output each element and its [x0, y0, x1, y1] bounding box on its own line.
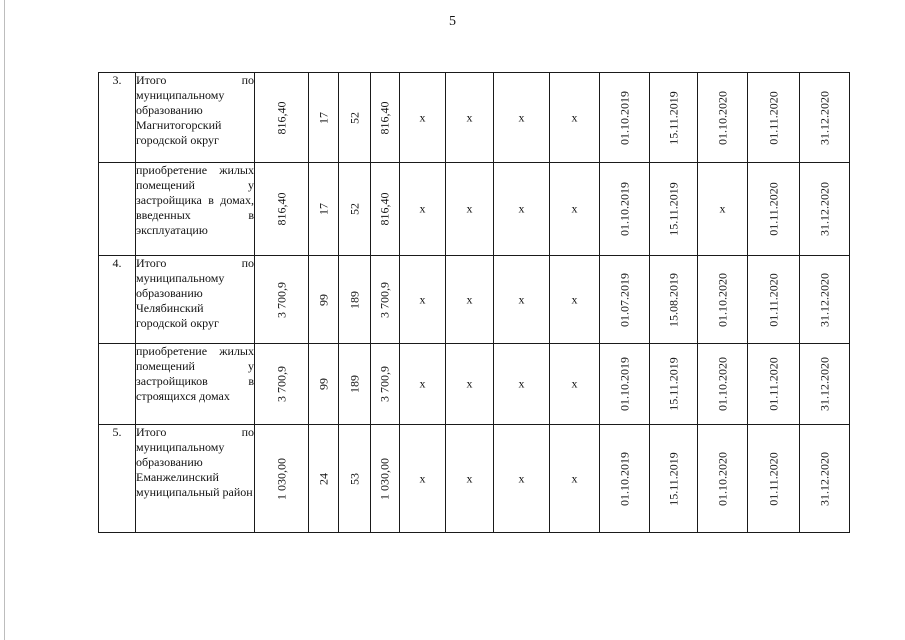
row-name-cell: Итого по муниципальному образованию Еманжелинский муниципальный район — [136, 425, 255, 533]
table-cell — [339, 256, 371, 344]
table-cell — [600, 256, 650, 344]
table-cell — [698, 73, 748, 163]
data-table — [98, 72, 850, 533]
cell-value: 01.10.2020 — [715, 90, 729, 145]
table-cell — [400, 425, 446, 533]
table-cell — [446, 256, 494, 344]
cell-value: 816,40 — [274, 101, 288, 134]
cell-value: 01.10.2020 — [715, 451, 729, 506]
table-cell — [800, 425, 850, 533]
table-cell — [698, 425, 748, 533]
cell-value: 3 700,9 — [274, 366, 288, 402]
table-cell — [446, 344, 494, 425]
cell-value: x — [466, 292, 473, 306]
cell-value: 01.10.2019 — [617, 451, 631, 506]
table-cell — [600, 344, 650, 425]
table-cell — [255, 163, 309, 256]
table-cell — [255, 344, 309, 425]
table-cell — [446, 163, 494, 256]
table-cell — [800, 344, 850, 425]
table-cell — [446, 73, 494, 163]
table-cell — [494, 344, 550, 425]
table-cell — [400, 163, 446, 256]
table-cell — [371, 163, 400, 256]
table-cell — [371, 256, 400, 344]
cell-value: 24 — [316, 472, 330, 485]
table-cell — [550, 344, 600, 425]
table-cell — [371, 425, 400, 533]
cell-value: 52 — [347, 111, 361, 124]
row-name-cell: Итого по муниципальному образованию Магнитогорский городской округ — [136, 73, 255, 163]
page-left-edge — [4, 0, 5, 640]
row-number-cell — [99, 344, 136, 425]
table-row — [99, 73, 850, 163]
cell-value: 31.12.2020 — [817, 90, 831, 145]
cell-value: 17 — [316, 111, 330, 124]
cell-value: x — [719, 201, 726, 216]
cell-value: x — [419, 471, 426, 485]
cell-value: 01.10.2019 — [617, 90, 631, 145]
table-cell — [494, 73, 550, 163]
table-cell — [339, 344, 371, 425]
cell-value: 01.10.2020 — [715, 272, 729, 327]
table-cell — [494, 256, 550, 344]
cell-value: x — [466, 376, 473, 391]
row-number-cell: 4. — [99, 256, 136, 344]
table-cell — [650, 256, 698, 344]
table-cell — [309, 163, 339, 256]
cell-value: 816,40 — [274, 192, 288, 226]
table-cell — [748, 73, 800, 163]
cell-value: 31.12.2020 — [817, 451, 831, 506]
table-cell — [650, 163, 698, 256]
table-row — [99, 344, 850, 425]
cell-value: x — [518, 110, 525, 124]
cell-value: 17 — [316, 203, 330, 215]
cell-value: x — [518, 471, 525, 485]
cell-value: 15.08.2019 — [666, 272, 680, 327]
table-cell — [800, 163, 850, 256]
cell-value: x — [466, 201, 473, 216]
cell-value: x — [571, 292, 578, 306]
row-name-cell: приобретение жилых помещений у застройщика в домах, введенных в эксплуатацию — [136, 163, 255, 256]
cell-value: 01.07.2019 — [617, 272, 631, 327]
cell-value: x — [466, 110, 473, 124]
table-row — [99, 163, 850, 256]
cell-value: 816,40 — [377, 101, 392, 134]
table-cell — [339, 163, 371, 256]
row-number-cell — [99, 163, 136, 256]
cell-value: x — [419, 110, 426, 124]
cell-value: 31.12.2020 — [817, 357, 831, 411]
table-cell — [698, 344, 748, 425]
cell-value: 01.10.2020 — [715, 357, 729, 411]
cell-value: 31.12.2020 — [817, 182, 831, 236]
table-cell — [309, 73, 339, 163]
table-cell — [748, 163, 800, 256]
cell-value: 52 — [347, 203, 361, 215]
cell-value: 01.10.2019 — [617, 357, 631, 411]
table-cell — [339, 425, 371, 533]
row-name-cell: приобретение жилых помещений у застройщиков в строящихся домах — [136, 344, 255, 425]
row-number-cell: 5. — [99, 425, 136, 533]
cell-value: 3 700,9 — [377, 281, 392, 318]
cell-value: 31.12.2020 — [817, 272, 831, 327]
row-name-cell: Итого по муниципальному образованию Челябинский городской округ — [136, 256, 255, 344]
row-number-cell: 3. — [99, 73, 136, 163]
cell-value: 15.11.2019 — [666, 357, 680, 411]
table-cell — [550, 163, 600, 256]
cell-value: 01.11.2020 — [766, 272, 780, 327]
cell-value: x — [518, 292, 525, 306]
table-cell — [698, 163, 748, 256]
cell-value: x — [419, 376, 426, 391]
table-cell — [309, 425, 339, 533]
cell-value: 53 — [347, 472, 361, 485]
page-number: 5 — [449, 14, 456, 29]
table-cell — [371, 73, 400, 163]
table-cell — [550, 425, 600, 533]
cell-value: x — [518, 201, 525, 216]
table-row — [99, 256, 850, 344]
table-cell — [494, 163, 550, 256]
table-cell — [400, 344, 446, 425]
cell-value: 1 030,00 — [377, 457, 392, 500]
table-cell — [748, 256, 800, 344]
table-cell — [550, 73, 600, 163]
table-cell — [650, 73, 698, 163]
table-cell — [255, 73, 309, 163]
table-cell — [600, 73, 650, 163]
cell-value: 1 030,00 — [274, 457, 288, 500]
cell-value: 01.11.2020 — [766, 90, 780, 145]
cell-value: 15.11.2019 — [666, 182, 680, 236]
table-cell — [800, 256, 850, 344]
table-cell — [800, 73, 850, 163]
cell-value: 189 — [347, 290, 361, 309]
table-cell — [255, 425, 309, 533]
cell-value: 15.11.2019 — [666, 90, 680, 145]
cell-value: 01.11.2020 — [766, 182, 780, 236]
table-cell — [748, 425, 800, 533]
table-cell — [446, 425, 494, 533]
cell-value: x — [571, 110, 578, 124]
cell-value: 3 700,9 — [377, 366, 392, 402]
cell-value: 01.11.2020 — [766, 451, 780, 506]
table-cell — [650, 344, 698, 425]
cell-value: x — [419, 292, 426, 306]
cell-value: 3 700,9 — [274, 281, 288, 318]
table-cell — [494, 425, 550, 533]
table-cell — [255, 256, 309, 344]
cell-value: x — [419, 201, 426, 216]
cell-value: 816,40 — [377, 192, 392, 226]
table-cell — [400, 73, 446, 163]
table-cell — [309, 344, 339, 425]
cell-value: x — [466, 471, 473, 485]
table-cell — [400, 256, 446, 344]
cell-value: 189 — [347, 375, 361, 393]
cell-value: x — [571, 201, 578, 216]
cell-value: 15.11.2019 — [666, 451, 680, 506]
table-cell — [650, 425, 698, 533]
table-cell — [339, 73, 371, 163]
cell-value: x — [518, 376, 525, 391]
table-row — [99, 425, 850, 533]
table-cell — [600, 163, 650, 256]
cell-value: 01.11.2020 — [766, 357, 780, 411]
cell-value: 99 — [316, 293, 330, 306]
table-cell — [748, 344, 800, 425]
table-cell — [550, 256, 600, 344]
table-cell — [371, 344, 400, 425]
cell-value: x — [571, 376, 578, 391]
cell-value: x — [571, 471, 578, 485]
table-cell — [309, 256, 339, 344]
cell-value: 01.10.2019 — [617, 182, 631, 236]
table-cell — [698, 256, 748, 344]
table-cell — [600, 425, 650, 533]
cell-value: 99 — [316, 378, 330, 390]
